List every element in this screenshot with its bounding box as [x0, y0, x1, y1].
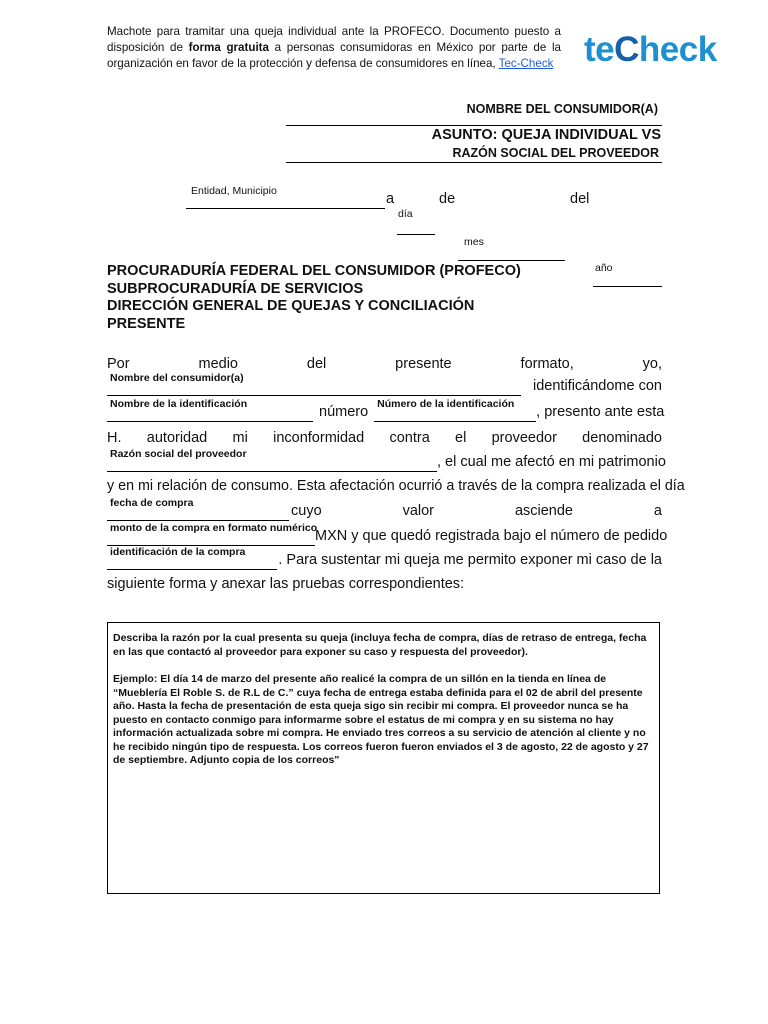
body-text: número — [319, 404, 369, 420]
intro-bold: forma gratuita — [188, 41, 269, 54]
body-text: identificándome con — [533, 378, 662, 394]
id-number-hint: Número de la identificación — [377, 398, 515, 410]
body-line-10: siguiente forma y anexar las pruebas correspondientes: — [107, 576, 465, 592]
body-text: , presento ante esta — [536, 404, 665, 420]
purchase-id-hint: identificación de la compra — [110, 546, 246, 558]
id-name-field[interactable] — [107, 398, 313, 422]
year-hint: año — [595, 262, 613, 274]
divider — [286, 125, 662, 126]
date-a: a — [386, 191, 395, 207]
place-field[interactable] — [186, 183, 385, 209]
logo-part: heck — [638, 30, 717, 69]
consumer-name-hint: Nombre del consumidor(a) — [110, 372, 244, 384]
addressee-line: SUBPROCURADURÍA DE SERVICIOS — [107, 280, 364, 297]
consumer-name-heading: NOMBRE DEL CONSUMIDOR(A) — [466, 102, 658, 116]
provider-name-field[interactable] — [107, 448, 437, 472]
body-line-9 — [107, 546, 662, 570]
provider-name-hint: Razón social del proveedor — [110, 448, 247, 460]
addressee-line: PROCURADURÍA FEDERAL DEL CONSUMIDOR (PROFECO) — [107, 263, 521, 279]
body-line-6: y en mi relación de consumo. Esta afectación ocurrió a través de la compra realizada el día — [107, 478, 685, 494]
logo-check-mark: C — [614, 30, 639, 69]
purchase-amount-hint: monto de la compra en formato numérico — [110, 522, 318, 534]
box-example: Ejemplo: El día 14 de marzo del presente año realicé la compra de un sillón en la tienda en línea de “Mueblería El Roble S. de R.L de C.” cuya fecha de entrega estaba definida para el 02 de abril del presente año. Hasta la fecha de presentación de esta queja sigo sin recibir mi compra. El proveedor nunca se ha puesto en contacto conmigo para informarme sobre el estatus de mi compra y en su sistema no hay información actualizada sobre mi compra. He enviado tres correos a su servicio de atención al cliente y no he recibido ningún tipo de respuesta. Los correos fueron fueron enviados el 3 de agosto, 22 de agosto y 27 de septiembre. Adjunto copia de los correos" — [113, 673, 649, 766]
purchase-id-field[interactable] — [107, 546, 277, 570]
addressee-block — [107, 263, 521, 333]
addressee-line: PRESENTE — [107, 315, 186, 332]
body-line-1: Por medio del presente formato, yo, — [107, 356, 662, 372]
date-de: de — [439, 191, 456, 207]
body-line-4: H. autoridad mi inconformidad contra el proveedor denominado — [107, 430, 662, 446]
day-field[interactable] — [397, 209, 435, 235]
place-hint: Entidad, Municipio — [191, 185, 277, 197]
box-instructions: Describa la razón por la cual presenta su queja (incluya fecha de compra, días de retraso de entrega, fecha en las que contactó al proveedor para exponer su caso y respuesta del proveedor). — [113, 632, 647, 658]
complaint-description-box[interactable] — [107, 622, 660, 894]
id-number-field[interactable] — [374, 398, 536, 422]
year-field[interactable] — [593, 261, 662, 287]
body-text: cuyo valor asciende a — [291, 503, 662, 519]
addressee-line: DIRECCIÓN GENERAL DE QUEJAS Y CONCILIACIÓN — [107, 298, 475, 314]
subject-heading: ASUNTO: QUEJA INDIVIDUAL VS — [431, 127, 661, 143]
body-line-3 — [107, 398, 665, 422]
body-text: MXN y que quedó registrada bajo el número de pedido — [315, 528, 668, 544]
provider-heading: RAZÓN SOCIAL DEL PROVEEDOR — [452, 146, 659, 160]
intro-text: Machote para tramitar una queja individual ante la PROFECO. Documento puesto a disposición de — [107, 25, 561, 54]
month-field[interactable] — [458, 235, 565, 261]
body-line-5 — [107, 448, 666, 472]
intro-text-2: a personas consumidoras en México por parte de la organización en favor de la protección y defensa de consumidores en línea, — [107, 41, 561, 70]
id-name-hint: Nombre de la identificación — [110, 398, 248, 410]
date-del: del — [570, 191, 590, 207]
body-text: . Para sustentar mi queja me permito exponer mi caso de la — [278, 552, 662, 568]
month-hint: mes — [464, 236, 484, 248]
intro-paragraph — [107, 24, 561, 72]
logo-part: te — [584, 30, 615, 69]
day-hint: día — [398, 208, 413, 220]
tec-check-logo — [584, 30, 717, 70]
body-line-2 — [107, 372, 662, 396]
purchase-date-hint: fecha de compra — [110, 497, 194, 509]
tec-check-link[interactable]: Tec-Check — [498, 57, 554, 70]
body-text: , el cual me afectó en mi patrimonio — [437, 454, 666, 470]
divider — [286, 162, 662, 163]
